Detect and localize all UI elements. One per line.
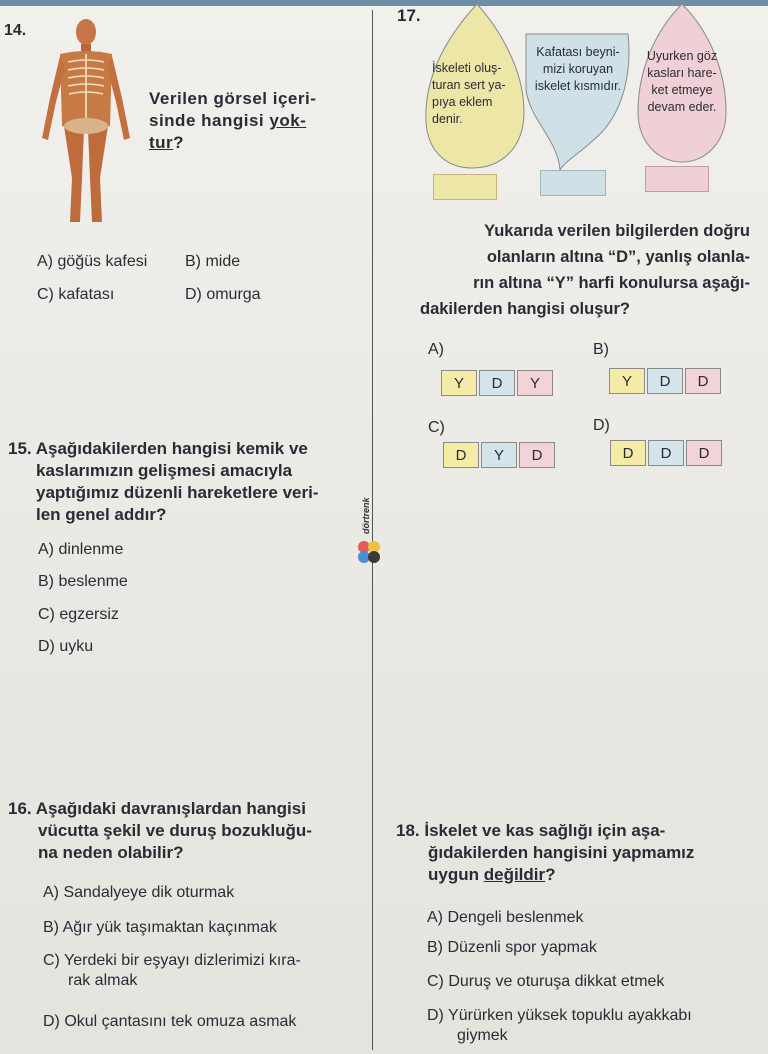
flower-logo-icon: [355, 538, 383, 566]
q17-leaf-2-text: [530, 44, 626, 95]
q15-stem: [8, 438, 318, 526]
q16-number: 16.: [8, 799, 32, 818]
leaf-2-line: Kafatası beyni-: [536, 45, 620, 59]
q17-leaf-3-text: [640, 48, 724, 116]
q16-option-c[interactable]: [43, 951, 301, 991]
q18-stem-text-1: İskelet ve kas sağlığı için aşa-: [424, 821, 666, 840]
q16-option-d[interactable]: D) Okul çantasını tek omuza asmak: [43, 1013, 297, 1030]
q18-stem-line-1: [396, 820, 756, 842]
leaf-2-line: mizi koruyan: [542, 62, 614, 76]
q16-stem-line-2: vücutta şekil ve duruş bozukluğu-: [38, 821, 312, 840]
q17-choice-c[interactable]: [443, 442, 557, 468]
choice-b-cell-3: D: [685, 368, 721, 394]
q18-option-a[interactable]: A) Dengeli beslenmek: [427, 909, 584, 926]
q14-stem-line-3: [149, 132, 316, 154]
publisher-logo: [355, 484, 383, 574]
leaf-3-line: Uyurken göz: [646, 49, 718, 63]
human-anatomy-figure: [38, 18, 134, 228]
q18-number: 18.: [396, 821, 420, 840]
q15-stem-line-4: len genel addır?: [36, 505, 167, 524]
q16-stem-text-1: Aşağıdaki davranışlardan hangisi: [35, 799, 306, 818]
q14-option-c[interactable]: C) kafatası: [37, 286, 115, 303]
q14-stem-qmark: ?: [173, 133, 185, 152]
choice-a-cell-2: D: [479, 370, 515, 396]
q17-stem-line-4: dakilerden hangisi oluşur?: [420, 300, 630, 318]
q18-stem-line-2: ğıdakilerden hangisini yapmamız: [428, 843, 695, 862]
leaf-1-line: turan sert ya-: [432, 78, 506, 92]
q15-option-b[interactable]: B) beslenme: [38, 573, 128, 590]
choice-d-cell-3: D: [686, 440, 722, 466]
q18-stem-text-3: uygun: [428, 865, 479, 884]
q14-option-d[interactable]: D) omurga: [185, 286, 261, 303]
q16-option-a[interactable]: A) Sandalyeye dik oturmak: [43, 884, 235, 901]
leaf-3-line: ket etmeye: [651, 83, 713, 97]
leaf-1-line: İskeleti oluş-: [432, 61, 502, 75]
leaf-2-line: iskelet kısmıdır.: [534, 79, 622, 93]
leaf-3-line: devam eder.: [647, 100, 717, 114]
q14-option-b[interactable]: B) mide: [185, 253, 241, 270]
q17-number: 17.: [397, 6, 421, 25]
leaf-1-line: denir.: [432, 112, 463, 126]
q17-choice-a[interactable]: [441, 370, 555, 396]
q16-stem-line-1: [8, 798, 312, 820]
q14-stem-emph-2: tur: [149, 133, 174, 152]
q15-stem-line-2: kaslarımızın gelişmesi amacıyla: [36, 461, 293, 480]
q17-answer-box-2[interactable]: [540, 170, 606, 196]
publisher-name: dörtrenk: [361, 497, 371, 534]
q14-number: 14.: [4, 22, 27, 39]
q18-option-d-line-2: giymek: [457, 1027, 508, 1044]
q17-choice-d-label: D): [593, 417, 610, 434]
choice-d-cell-1: D: [610, 440, 646, 466]
q17-choice-b-label: B): [593, 341, 609, 358]
q18-option-d-line-1: D) Yürürken yüksek topuklu ayakkabı: [427, 1007, 692, 1024]
choice-a-cell-1: Y: [441, 370, 477, 396]
q18-option-d[interactable]: [427, 1006, 692, 1046]
q17-stem-line-2: olanların altına “D”, yanlış olanla-: [486, 248, 750, 266]
q14-stem-line-1: Verilen görsel içeri-: [149, 89, 317, 108]
q15-option-c[interactable]: C) egzersiz: [38, 606, 119, 623]
q15-option-d[interactable]: D) uyku: [38, 638, 94, 655]
choice-c-cell-3: D: [519, 442, 555, 468]
q18-option-c[interactable]: C) Duruş ve oturuşa dikkat etmek: [427, 973, 665, 990]
q16-option-b[interactable]: B) Ağır yük taşımaktan kaçınmak: [43, 919, 277, 936]
q14-stem-emph-1: yok-: [269, 111, 307, 130]
q18-option-b[interactable]: B) Düzenli spor yapmak: [427, 939, 597, 956]
q17-stem: [420, 218, 750, 322]
q17-choice-c-label: C): [428, 419, 445, 436]
q17-choice-b[interactable]: [609, 368, 723, 394]
q15-number: 15.: [8, 439, 32, 458]
q16-option-c-line-2: rak almak: [68, 972, 138, 989]
q18-stem-line-3: [396, 864, 756, 886]
choice-c-cell-2: Y: [481, 442, 517, 468]
q15-option-a[interactable]: A) dinlenme: [38, 541, 124, 558]
leaf-1-line: pıya eklem: [432, 95, 493, 109]
q14-option-a[interactable]: A) göğüs kafesi: [37, 253, 148, 270]
choice-b-cell-1: Y: [609, 368, 645, 394]
q15-stem-text-1: Aşağıdakilerden hangisi kemik ve: [35, 439, 308, 458]
choice-b-cell-2: D: [647, 368, 683, 394]
q17-stem-line-1: Yukarıda verilen bilgilerden doğru: [484, 222, 750, 240]
q17-choice-a-label: A): [428, 341, 444, 358]
q18-stem-qmark: ?: [545, 865, 556, 884]
q16-stem: [8, 798, 312, 864]
q16-option-c-line-1: C) Yerdeki bir eşyayı dizlerimizi kıra-: [43, 952, 301, 969]
q16-stem-line-3: na neden olabilir?: [38, 843, 184, 862]
leaf-3-line: kasları hare-: [647, 66, 717, 80]
q17-stem-line-3: rın altına “Y” harfi konulursa aşağı-: [473, 274, 750, 292]
q14-stem-line-2: [149, 110, 316, 132]
choice-a-cell-3: Y: [517, 370, 553, 396]
q17-answer-box-3[interactable]: [645, 166, 709, 192]
q17-leaf-1-text: [432, 60, 506, 128]
q17-choice-d[interactable]: [610, 440, 724, 466]
q17-answer-box-1[interactable]: [433, 174, 497, 200]
q15-stem-line-1: [8, 438, 318, 460]
q14-stem: [149, 88, 316, 154]
choice-d-cell-2: D: [648, 440, 684, 466]
q15-stem-line-3: yaptığımız düzenli hareketlere veri-: [36, 483, 319, 502]
q18-stem-emph: değildir: [483, 865, 546, 884]
q14-stem-text: sinde hangisi: [149, 111, 265, 130]
choice-c-cell-1: D: [443, 442, 479, 468]
q18-stem: [396, 820, 756, 886]
